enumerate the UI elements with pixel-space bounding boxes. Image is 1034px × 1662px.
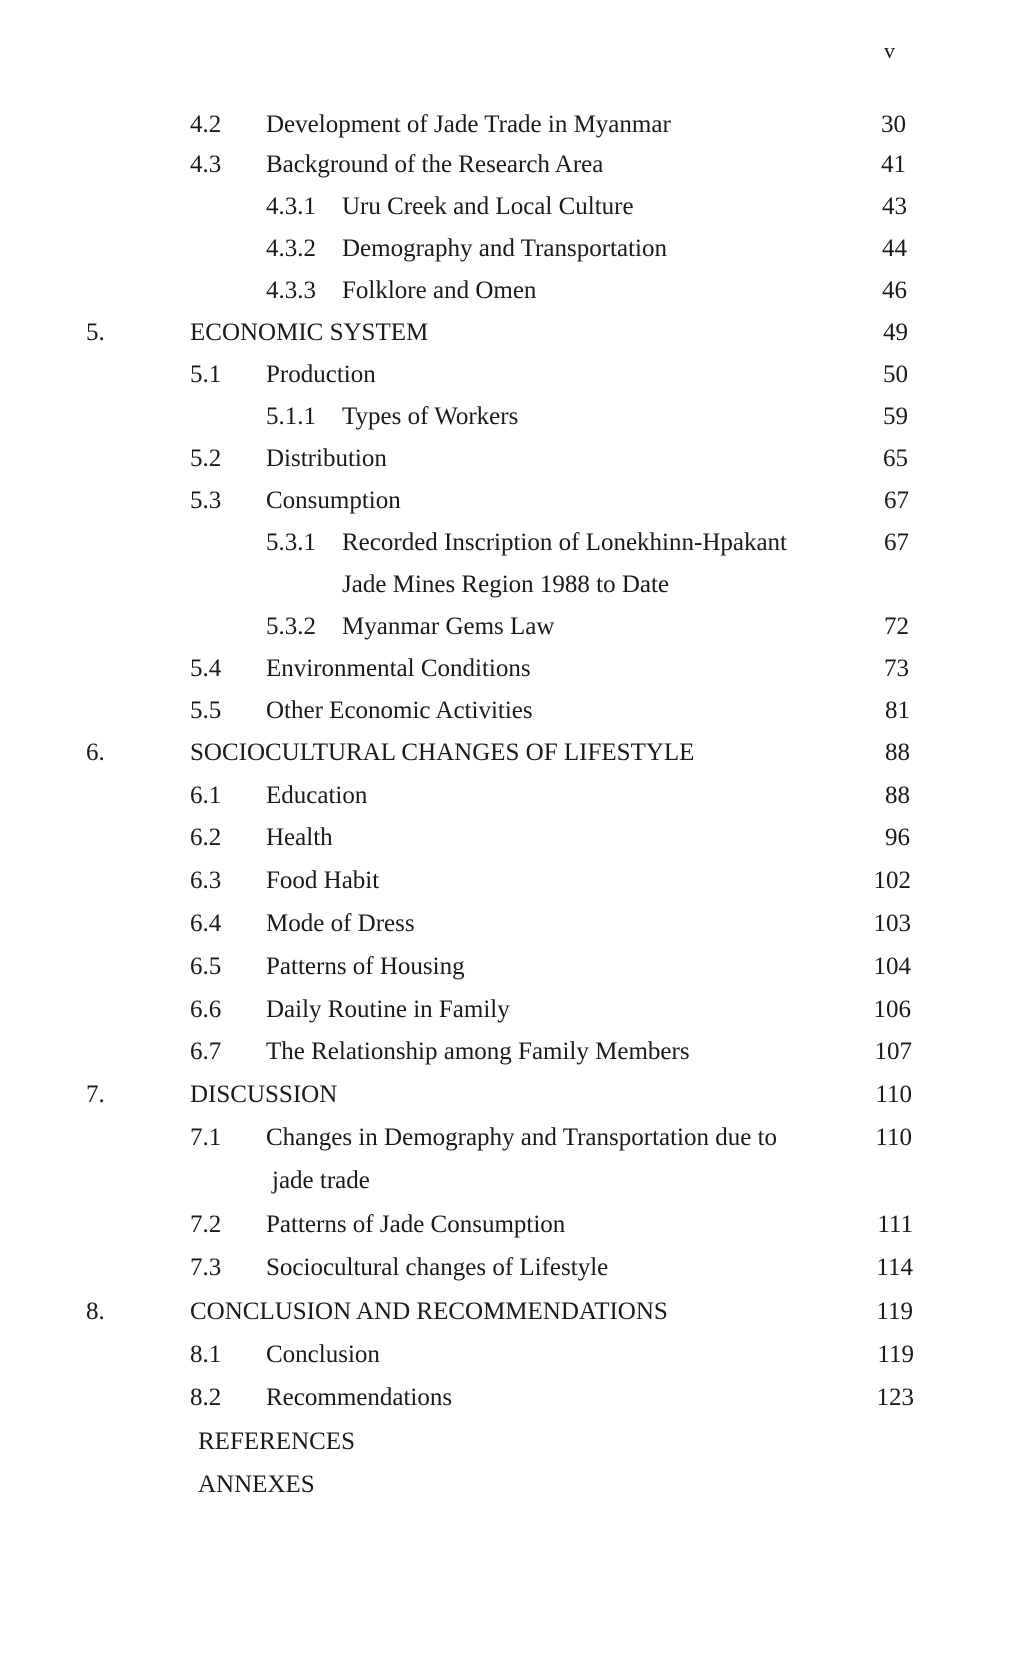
toc-entry [0, 861, 1034, 901]
toc-entry [0, 1248, 1034, 1288]
toc-entry-number: 5.3.1 [266, 529, 316, 556]
toc-entry [0, 481, 1034, 521]
toc-entry-title: DISCUSSION [190, 1081, 338, 1108]
toc-entry-page: 43 [882, 193, 907, 220]
toc-entry-number: 6.3 [190, 867, 222, 894]
toc-entry-title: ANNEXES [198, 1471, 315, 1498]
toc-entry-page: 41 [881, 151, 906, 178]
toc-entry-title: ECONOMIC SYSTEM [190, 319, 429, 346]
toc-entry-number: 5.1.1 [266, 403, 316, 430]
toc-entry-title: Distribution [266, 445, 387, 472]
toc-entry [0, 1335, 1034, 1375]
toc-entry-page: 30 [881, 111, 906, 138]
toc-entry-page: 110 [875, 1124, 912, 1151]
toc-entry-number: 7. [86, 1081, 105, 1108]
toc-entry-page: 111 [877, 1211, 913, 1238]
toc-entry [0, 947, 1034, 987]
toc-entry-page: 65 [883, 445, 908, 472]
toc-entry-page: 67 [884, 529, 909, 556]
toc-entry-number: 5.3.2 [266, 613, 316, 640]
toc-annexes [0, 1465, 1034, 1505]
toc-entry-number: 5.2 [190, 445, 222, 472]
toc-entry-page: 72 [884, 613, 909, 640]
toc-entry-number: 6.6 [190, 996, 222, 1023]
toc-entry [0, 776, 1034, 816]
toc-entry-page: 102 [873, 867, 911, 894]
toc-entry-page: 73 [884, 655, 909, 682]
toc-entry [0, 145, 1034, 185]
toc-entry [0, 1118, 1034, 1158]
toc-entry [0, 1032, 1034, 1072]
toc-entry-page: 50 [883, 361, 908, 388]
toc-entry-title: Food Habit [266, 867, 380, 894]
toc-entry-title: Recommendations [266, 1384, 453, 1411]
toc-entry-number: 5. [86, 319, 105, 346]
toc-entry-page: 103 [873, 910, 911, 937]
toc-entry-number: 4.2 [190, 111, 222, 138]
toc-entry-number: 8. [86, 1298, 105, 1325]
toc-entry-page: 114 [876, 1254, 913, 1281]
toc-entry [0, 649, 1034, 689]
toc-entry-number: 5.1 [190, 361, 222, 388]
toc-entry-page: 49 [883, 319, 908, 346]
toc-entry-number: 6.7 [190, 1038, 222, 1065]
toc-entry-title: Mode of Dress [266, 910, 415, 937]
toc-chapter [0, 1075, 1034, 1115]
toc-entry-number: 7.3 [190, 1254, 222, 1281]
toc-entry-continuation [0, 1161, 1034, 1201]
toc-entry-page: 88 [885, 782, 910, 809]
toc-entry-number: 7.1 [190, 1124, 222, 1151]
toc-entry-number: 6.4 [190, 910, 222, 937]
toc-entry [0, 271, 1034, 311]
toc-entry [0, 904, 1034, 944]
toc-entry-page: 104 [873, 953, 911, 980]
toc-entry-number: 8.1 [190, 1341, 222, 1368]
toc-entry-title: REFERENCES [198, 1428, 355, 1455]
toc-entry-title: CONCLUSION AND RECOMMENDATIONS [190, 1298, 668, 1325]
toc-entry-title: Folklore and Omen [342, 277, 537, 304]
toc-chapter [0, 1292, 1034, 1332]
toc-entry-title: Consumption [266, 487, 401, 514]
toc-entry [0, 229, 1034, 269]
toc-chapter [0, 733, 1034, 773]
toc-entry-continuation [0, 565, 1034, 605]
page-number: v [884, 38, 895, 63]
toc-entry-title: Changes in Demography and Transportation due to [266, 1124, 778, 1151]
toc-entry-number: 8.2 [190, 1384, 222, 1411]
toc-entry-title: Education [266, 782, 368, 809]
toc-entry-number: 6.5 [190, 953, 222, 980]
toc-entry-page: 46 [882, 277, 907, 304]
toc-entry-title: Demography and Transportation [342, 235, 667, 262]
toc-entry [0, 1205, 1034, 1245]
toc-entry-number: 6.1 [190, 782, 222, 809]
toc-entry-title: jade trade [272, 1167, 370, 1194]
toc-entry-page: 107 [874, 1038, 912, 1065]
toc-entry-page: 81 [885, 697, 910, 724]
toc-entry-title: Conclusion [266, 1341, 380, 1368]
toc-entry [0, 355, 1034, 395]
toc-entry-page: 44 [882, 235, 907, 262]
toc-entry-page: 106 [873, 996, 911, 1023]
toc-entry [0, 397, 1034, 437]
toc-entry-number: 5.4 [190, 655, 222, 682]
toc-entry-page: 110 [875, 1081, 912, 1108]
toc-entry-number: 6. [86, 739, 105, 766]
toc-entry [0, 187, 1034, 227]
toc-references [0, 1422, 1034, 1462]
toc-entry-title: Background of the Research Area [266, 151, 604, 178]
toc-entry [0, 818, 1034, 858]
toc-entry-title: SOCIOCULTURAL CHANGES OF LIFESTYLE [190, 739, 695, 766]
toc-entry-title: Recorded Inscription of Lonekhinn-Hpakant [342, 529, 788, 556]
toc-entry-title: Other Economic Activities [266, 697, 533, 724]
toc-entry-page: 119 [877, 1341, 914, 1368]
toc-entry [0, 990, 1034, 1030]
toc-entry [0, 523, 1034, 563]
toc-entry-page: 119 [876, 1298, 913, 1325]
toc-entry-page: 96 [885, 824, 910, 851]
toc-entry-title: Patterns of Housing [266, 953, 465, 980]
toc-entry-title: Daily Routine in Family [266, 996, 510, 1023]
toc-entry-title: Patterns of Jade Consumption [266, 1211, 566, 1238]
toc-entry-number: 4.3.2 [266, 235, 316, 262]
toc-entry-title: Types of Workers [342, 403, 519, 430]
toc-entry-number: 5.5 [190, 697, 222, 724]
toc-entry-page: 88 [885, 739, 910, 766]
toc-entry [0, 105, 1034, 145]
toc-chapter [0, 313, 1034, 353]
toc-entry [0, 691, 1034, 731]
toc-entry-page: 123 [876, 1384, 914, 1411]
toc-entry-page: 67 [884, 487, 909, 514]
toc-entry-number: 6.2 [190, 824, 222, 851]
toc-entry-title: Uru Creek and Local Culture [342, 193, 634, 220]
toc-entry-title: Development of Jade Trade in Myanmar [266, 111, 671, 138]
toc-entry-number: 4.3.3 [266, 277, 316, 304]
toc-entry [0, 439, 1034, 479]
toc-entry-number: 5.3 [190, 487, 222, 514]
toc-entry-page: 59 [883, 403, 908, 430]
toc-entry-title: Health [266, 824, 333, 851]
toc-entry-title: Myanmar Gems Law [342, 613, 555, 640]
toc-entry-title: Production [266, 361, 376, 388]
toc-entry-number: 4.3.1 [266, 193, 316, 220]
toc-entry-number: 7.2 [190, 1211, 222, 1238]
toc-entry-title: Jade Mines Region 1988 to Date [342, 571, 670, 598]
toc-entry-number: 4.3 [190, 151, 222, 178]
toc-entry-title: Sociocultural changes of Lifestyle [266, 1254, 609, 1281]
toc-entry-title: The Relationship among Family Members [266, 1038, 690, 1065]
toc-entry [0, 1378, 1034, 1418]
toc-entry-title: Environmental Conditions [266, 655, 531, 682]
toc-entry [0, 607, 1034, 647]
